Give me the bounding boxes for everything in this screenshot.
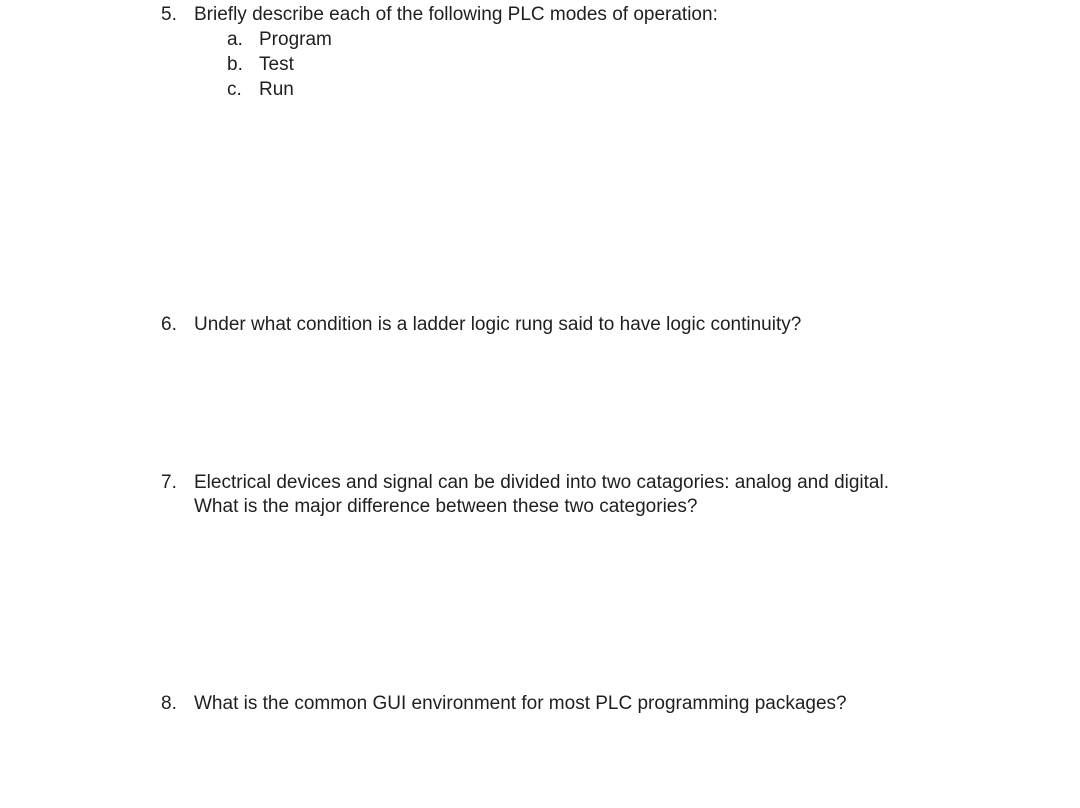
sub-item-letter: c. [227,79,242,100]
sub-item-text: Test [259,54,294,75]
sub-item-letter: b. [227,54,243,75]
sub-item-test [161,53,1041,78]
question-number: 7. [161,472,177,493]
question-text: Under what condition is a ladder logic rung said to have logic continuity? [194,314,802,335]
question-number: 6. [161,314,177,335]
question-number: 5. [161,4,177,25]
question-text: What is the common GUI environment for most PLC programming packages? [194,693,847,714]
question-5-row [161,3,1041,27]
question-text-line-1: Electrical devices and signal can be divided into two catagories: analog and digital. [194,472,889,493]
question-7-row [161,471,1041,519]
question-6-row [161,313,1041,337]
sub-item-program [161,28,1041,53]
sub-item-text: Program [259,29,332,50]
question-text: Briefly describe each of the following PLC modes of operation: [194,4,718,25]
question-5 [161,3,1041,103]
sub-item-text: Run [259,79,294,100]
question-8-row [161,692,1041,716]
question-text-line-2: What is the major difference between these two categories? [194,496,698,517]
question-number: 8. [161,693,177,714]
sub-item-list [161,28,1041,103]
sub-item-run [161,78,1041,103]
question-6 [161,313,1041,337]
question-8 [161,692,1041,716]
sub-item-letter: a. [227,29,243,50]
question-7 [161,471,1041,519]
